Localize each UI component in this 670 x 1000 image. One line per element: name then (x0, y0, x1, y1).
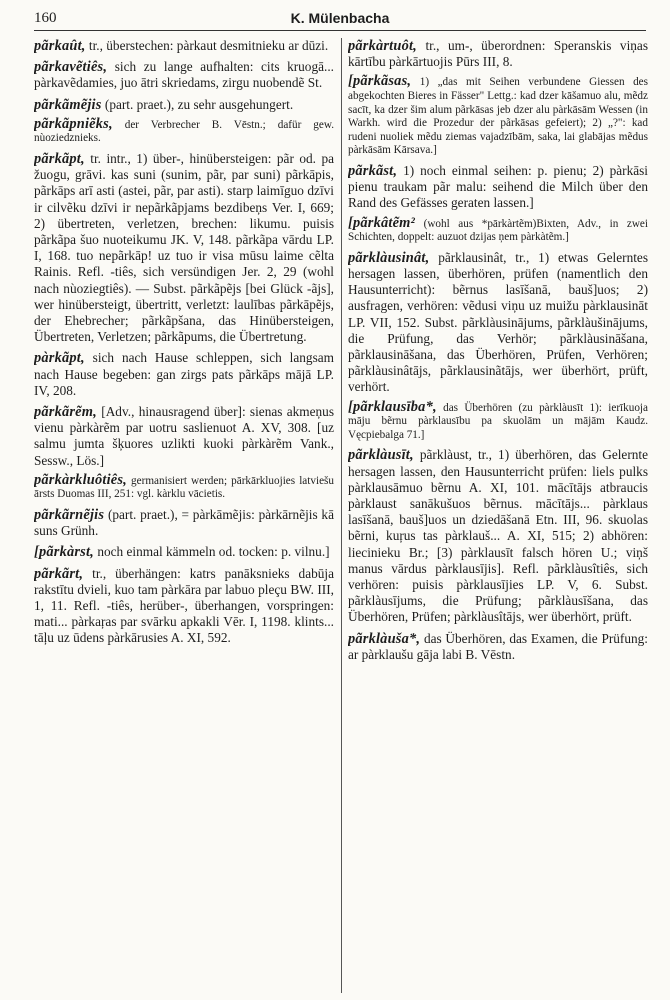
entry-body: tr., überstechen: pàrkaut desmitnieku ar dūzi. (88, 38, 329, 53)
dictionary-entry (34, 115, 334, 146)
entry-body: sich zu lange aufhalten: cits kruogā... pàrkavẽdamies, juo ātri skriedams, zirgu nuobendẽ St. (34, 59, 334, 91)
entry-body: [Adv., hinausragend über]: sienas akmeņus vienu pàrkàrẽm par uotru saslienuot A. XV, 308. [uz salmu jumta šķuores uzlikti kuoki pàrkàrẽm Vank., Sessw., Lös.] (34, 404, 334, 468)
entry-headword: pãrkãpt, (34, 151, 85, 167)
entry-headword: pãrkãrẽm, (34, 404, 97, 421)
entry-headword: [pãrkàrst, (34, 544, 94, 561)
entry-headword: pãrkàrkluôtiês, (34, 471, 127, 488)
dictionary-entry (348, 447, 648, 625)
right-column (348, 38, 648, 996)
entry-headword: pãrkaût, (34, 38, 86, 54)
entry-body: germanisiert werden; pārkārkluojies latviešu ārsts Duomas III, 251: vgl. kàrklu vācietis. (34, 474, 334, 501)
dictionary-entry (348, 250, 648, 396)
entry-headword: pãrkãrt, (34, 565, 84, 582)
dictionary-entry (348, 398, 648, 443)
dictionary-entry (34, 38, 334, 54)
entry-headword: pãrkãst, (348, 162, 398, 179)
dictionary-entry (348, 75, 648, 158)
dictionary-entry (348, 163, 648, 212)
entry-body: pãrklàust, tr., 1) überhören, das Gelernte hersagen lassen, den Hausunterricht prüfen: liels pulks pàrklausāmuo bẽrnu A. XI, 101. mācītājs atbraucis pàrklaust sanākušuos bẽrnus. mācītājs... pàrklaus lasīšanā, bauš]uos un dziedāšanā Etn. III, 96. skuolas bẽrni, kuŗus tas pàrklauš... A. XI, 515; 2) abhören: liecinieku Br.; [3) pàrklausīt falsch hören U.; viņš manus vārdus pàrklausījis]. Refl. pãrklàusîtiês, sich verhören: puisis pàrklausījies LP. V, 6. Subst. pãrklàusījums, die Prüfung; pãrklàusīšana, das Überhören, Prüfen; pàrklàusîtājs, wer überhört, prüft. (348, 447, 648, 625)
entry-body: tr., überhängen: katrs panāksnieks dabūja rakstītu dvieli, kuo tam pàrkāra par labuo pleçu BW. III, 1, 11. Refl. -tiês, herüber-, überhangen, vorspringen: mati... pàrkaŗas par svārku apkakli Vēr. I, 1198. klints... tāļu uz ūdens pàrkārusies A. XI, 592. (34, 565, 334, 646)
entry-headword: pãrkãmẽjis (34, 96, 102, 113)
entry-body: 1) noch einmal seihen: p. pienu; 2) pàrkāsi pienu traukam pãr malu: seihend die Milch über den Rand des Gefässes geraten lassen.] (348, 162, 648, 211)
entry-headword: pãrkàrtuôt, (348, 38, 417, 54)
entry-headword: [pãrkâtẽm² (348, 214, 416, 231)
entry-headword: pàrkãpt, (34, 350, 85, 367)
entry-body: (part. praet.), = pàrkāmẽjis: pàrkārnẽjis kā suns Grünh. (34, 507, 334, 539)
dictionary-entry (34, 544, 334, 560)
entry-body: (part. praet.), zu sehr ausgehungert. (104, 96, 294, 112)
entry-body: sich nach Hause schleppen, sich langsam nach Hause begeben: gan zirgs pats pãrkāps mājā LP. IV, 208. (34, 350, 334, 398)
dictionary-entry (34, 404, 334, 469)
dictionary-entry (348, 631, 648, 663)
entry-headword: pãrkãpniẽks, (34, 115, 113, 132)
entry-headword: pãrkavẽtiês, (34, 59, 108, 76)
dictionary-entry (34, 566, 334, 647)
dictionary-entry (34, 59, 334, 91)
entry-headword: pãrklàusinât, (348, 249, 430, 266)
entry-body: das Überhören, das Examen, die Prüfung: ar pàrklaušu gāja labi B. Vēstn. (348, 630, 648, 662)
entry-body: (wohl aus *pārkàrtẽm)Bixten, Adv., in zwei Schichten, doppelt: auzuot dzijas ņem pàrkàtẽm.] (348, 217, 648, 244)
entry-body: 1) „das mit Seihen verbundene Giessen des abgekochten Bieres in Fässer" Lettg.: kad dzer kāšamuo alu, mẽdz sacīt, ka dzer šim alum pãrkāsas jeb dzer alu pàrkāsām Wessen (in Warkh. wird die Prozedur der pãrkāsas gefeiert); 2) „?": kad rudeni nuoliek mẽdu ziemas vajadzībām, saka, lai glabājas mẽdus pàrkāsām Kārsava.] (348, 76, 648, 157)
entry-headword: pãrklàuša*, (348, 630, 421, 647)
header-rule (34, 30, 646, 31)
entry-body: noch einmal kämmeln od. tocken: p. vilnu.] (97, 544, 330, 560)
page-header (34, 6, 646, 32)
dictionary-entry (348, 38, 648, 70)
left-column (34, 38, 334, 996)
dictionary-entry (34, 151, 334, 345)
entry-body: tr., um-, überordnen: Speranskis viņas kārtību pàrkārtuojis Pūrs III, 8. (348, 38, 648, 70)
entry-headword: pãrklàusīt, (348, 447, 414, 464)
dictionary-entry (34, 471, 334, 502)
column-divider (341, 38, 342, 993)
entry-body: tr. intr., 1) über-, hinübersteigen: pãr od. pa žuogu, grāvi. kas suni (sunim, pãr, par suni) pãrkāpis, pãrkāps arī asti (astei, pãr, par asti). starp laimīguo dzīvi ir cilvẽku dzīvi ir nepãrkãpjams bezdibeņs Ver. I, 669; 2) übertreten, verletzen, brechen: likumu. puisis pãrkãpa šuo nuoteikumu JK. V, 148. pãrkãpa vārdu LP. I, 168. tuo nepãrkāp! uz tuo ir visa mūsu laime cẽlta Rainis. Refl. -tiês, sich versündigen Jer. 2, 29 (wohl nach nùoziegtiês). — Subst. pãrkãpẽjs [bei Glück -ãjs], wer hinübersteigt, übertritt, verletzt: laulības pãrkāpẽjs, der Ehebrecher; pãrkãpšana, das Hinübersteigen, Übertreten, Verletzen; pãrkãpums, die Übertretung. (34, 151, 334, 345)
dictionary-entry (34, 97, 334, 113)
entry-headword: [pãrklausība*, (348, 398, 437, 415)
dictionary-entry (34, 507, 334, 539)
entry-headword: [pãrkãsas, (348, 73, 412, 90)
dictionary-entry (34, 350, 334, 399)
running-title: K. Mülenbacha (290, 10, 390, 26)
dictionary-entry (348, 214, 648, 245)
entry-body: der Verbrecher B. Vēstn.; dafür gew. nùoziedznieks. (34, 118, 334, 145)
page-number: 160 (34, 10, 57, 26)
entry-body: das Überhören (zu pàrklàusīt 1): ierīkuoja māju bẽrnu pàrklausību pa skuolām un mājām Kaudz. Vęcpiebalga 71.] (348, 401, 648, 441)
entry-headword: pãrkãrnẽjis (34, 507, 105, 524)
entry-body: pãrklausinât, tr., 1) etwas Gelerntes hersagen lassen, überhören, prüfen (namentlich den Hausunterricht): bẽrnus lasīšanā, bauš]uos; 2) ausfragen, verhören: vẽdusi viņu uz muižu pàrklausināt LP. VII, 152. Subst. pãrklàusinājums, pãrklàušinājums, die Prüfung, das Verhör; pãrklàusināšana, pãrklausināšana, das Überhören, Prüfen, Verhören; pãrklàusinâtājs, pãrklausinãtājs, wer überhört, prüft, verhört. (348, 249, 648, 395)
